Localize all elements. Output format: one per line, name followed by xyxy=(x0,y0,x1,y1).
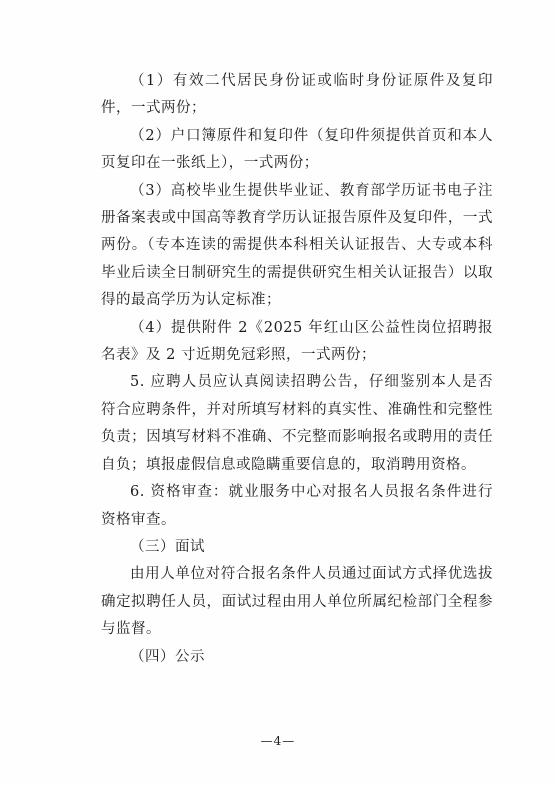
item-qualification-review: 6. 资格审查：就业服务中心对报名人员报名条件进行资格审查。 xyxy=(101,484,493,528)
interview-paragraph: 由用人单位对符合报名条件人员通过面试方式择优选拔确定拟聘任人员，面试过程由用人单位所属纪检部门全程参与监督。 xyxy=(101,566,493,638)
page-number: —4— xyxy=(260,734,296,748)
item-graduation-certificate: （3）高校毕业生提供毕业证、教育部学历证书电子注册备案表或中国高等教育学历认证报告原件及复印件，一式两份。（专本连读的需提供本科相关认证报告、大专或本科毕业后读全日制研究生的需提供研究生相关认证报告）以取得的最高学历为认定标准； xyxy=(101,182,493,309)
section-heading-interview: （三）面试 xyxy=(130,538,205,555)
item-application-form: （4）提供附件 2《2025 年红山区公益性岗位招聘报名表》及 2 寸近期免冠彩照，一式两份； xyxy=(101,319,493,364)
item-id-card: （1）有效二代居民身份证或临时身份证原件及复印件，一式两份； xyxy=(101,73,493,117)
section-heading-publicity: （四）公示 xyxy=(130,648,205,665)
document-body xyxy=(101,68,493,671)
item-household-register: （2）户口簿原件和复印件（复印件须提供首页和本人页复印在一张纸上），一式两份； xyxy=(101,127,493,172)
item-applicant-responsibility: 5. 应聘人员应认真阅读招聘公告，仔细鉴别本人是否符合应聘条件，并对所填写材料的真实性、准确性和完整性负责；因填写材料不准确、不完整而影响报名或聘用的责任自负；填报虚假信息或隐瞒重要信息的，取消聘用资格。 xyxy=(101,374,493,473)
